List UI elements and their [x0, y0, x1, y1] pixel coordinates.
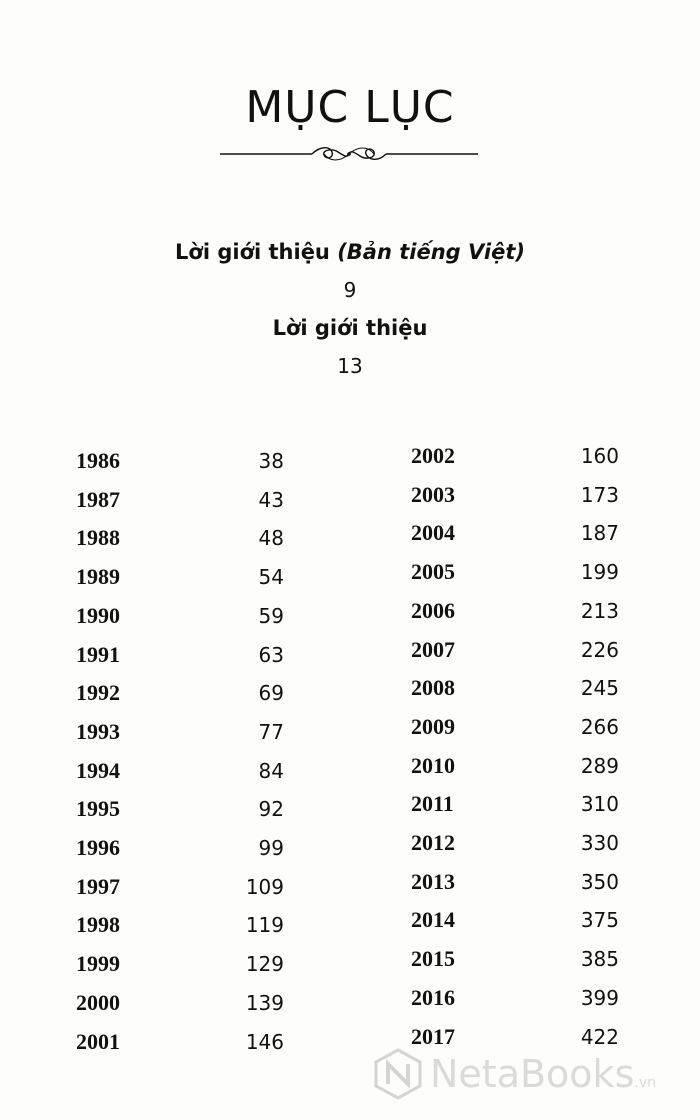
toc-year: 1995: [76, 796, 120, 821]
toc-page-number: 92: [258, 797, 284, 821]
toc-row: [76, 833, 284, 863]
toc-page-number: 129: [245, 952, 284, 976]
toc-year: 1991: [76, 642, 120, 667]
toc-year: 1989: [76, 564, 120, 589]
toc-year: 2004: [411, 520, 455, 545]
toc-page-number: 160: [580, 444, 619, 468]
toc-page-number: 226: [580, 638, 619, 662]
toc-year: 1988: [76, 525, 120, 550]
toc-page-number: 43: [258, 488, 284, 512]
toc-page-number: 245: [580, 676, 619, 700]
toc-row: [411, 905, 619, 935]
toc-year: 2011: [411, 791, 454, 816]
watermark-text: [430, 1052, 656, 1096]
toc-row: [411, 751, 619, 781]
toc-row: [76, 717, 284, 747]
toc-year: 2014: [411, 907, 455, 932]
toc-row: [76, 446, 284, 476]
intro-entry-2: [0, 316, 700, 378]
toc-year: 2008: [411, 675, 455, 700]
netabooks-logo-icon: [372, 1048, 424, 1100]
toc-page-number: 84: [258, 759, 284, 783]
toc-page-number: 63: [258, 643, 284, 667]
intro-heading: [0, 240, 700, 264]
toc-page-number: 99: [258, 836, 284, 860]
toc-year: 2005: [411, 559, 455, 584]
toc-page-number: 399: [580, 986, 619, 1010]
toc-row: [411, 983, 619, 1013]
toc-year: 1990: [76, 603, 120, 628]
toc-year: 1994: [76, 758, 120, 783]
toc-page-number: 38: [258, 449, 284, 473]
intro-page-number: 13: [337, 354, 363, 378]
intro-heading-italic: (Bản tiếng Việt): [337, 240, 525, 264]
toc-year: 2001: [76, 1029, 120, 1054]
toc-row: [76, 794, 284, 824]
toc-row: [76, 756, 284, 786]
toc-row: [76, 910, 284, 940]
toc-page-number: 199: [580, 560, 619, 584]
toc-row: [411, 789, 619, 819]
toc-row: [411, 518, 619, 548]
toc-year: 2016: [411, 985, 455, 1010]
toc-year: 2010: [411, 753, 455, 778]
toc-year: 2002: [411, 443, 455, 468]
intro-page-number: 9: [343, 278, 357, 302]
toc-year: 2007: [411, 637, 455, 662]
toc-page-number: 385: [580, 947, 619, 971]
toc-row: [76, 523, 284, 553]
toc-year: 1997: [76, 874, 120, 899]
toc-page-number: 375: [580, 908, 619, 932]
toc-page-number: 109: [245, 875, 284, 899]
toc-year: 2012: [411, 830, 455, 855]
toc-page-number: 146: [245, 1030, 284, 1054]
toc-year: 1998: [76, 912, 120, 937]
toc-row: [411, 635, 619, 665]
toc-row: [411, 441, 619, 471]
toc-row: [411, 944, 619, 974]
toc-year: 2000: [76, 990, 120, 1015]
toc-page-number: 289: [580, 754, 619, 778]
toc-page-number: 48: [258, 526, 284, 550]
toc-year: 1993: [76, 719, 120, 744]
toc-page-number: 330: [580, 831, 619, 855]
intro-heading-text: Lời giới thiệu: [175, 240, 338, 264]
toc-year: 2015: [411, 946, 455, 971]
toc-year: 2017: [411, 1024, 455, 1049]
toc-year: 2006: [411, 598, 455, 623]
toc-row: [411, 557, 619, 587]
toc-year: 2013: [411, 869, 455, 894]
toc-row: [76, 872, 284, 902]
toc-page-number: 213: [580, 599, 619, 623]
toc-row: [76, 640, 284, 670]
toc-page-number: 187: [580, 521, 619, 545]
toc-row: [76, 949, 284, 979]
toc-year: 1996: [76, 835, 120, 860]
toc-page-number: 59: [258, 604, 284, 628]
toc-page-number: 69: [258, 681, 284, 705]
toc-row: [411, 867, 619, 897]
toc-year: 1986: [76, 448, 120, 473]
intro-heading: Lời giới thiệu: [272, 316, 428, 340]
toc-year: 2009: [411, 714, 455, 739]
toc-page-number: 266: [580, 715, 619, 739]
toc-year: 1987: [76, 487, 120, 512]
toc-row: [76, 485, 284, 515]
toc-row: [411, 596, 619, 626]
toc-row: [411, 480, 619, 510]
toc-row: [411, 828, 619, 858]
toc-row: [411, 712, 619, 742]
toc-row: [76, 678, 284, 708]
toc-page-number: 139: [245, 991, 284, 1015]
page-title: MỤC LỤC: [245, 82, 455, 133]
watermark-suffix: .vn: [634, 1075, 656, 1091]
toc-page-number: 119: [245, 913, 284, 937]
toc-year: 1992: [76, 680, 120, 705]
toc-page-number: 350: [580, 870, 619, 894]
ornament-divider-icon: [220, 140, 478, 168]
toc-row: [76, 601, 284, 631]
toc-page-number: 54: [258, 565, 284, 589]
toc-row: [76, 1027, 284, 1057]
toc-page-number: 310: [580, 792, 619, 816]
toc-row: [76, 988, 284, 1018]
toc-page-number: 77: [258, 720, 284, 744]
toc-year: 2003: [411, 482, 455, 507]
watermark: [372, 1048, 692, 1100]
toc-row: [76, 562, 284, 592]
toc-year: 1999: [76, 951, 120, 976]
intro-entry-1: [0, 240, 700, 302]
watermark-brand: NetaBooks: [430, 1052, 635, 1096]
toc-page-number: 422: [580, 1025, 619, 1049]
toc-row: [411, 673, 619, 703]
toc-page-number: 173: [580, 483, 619, 507]
